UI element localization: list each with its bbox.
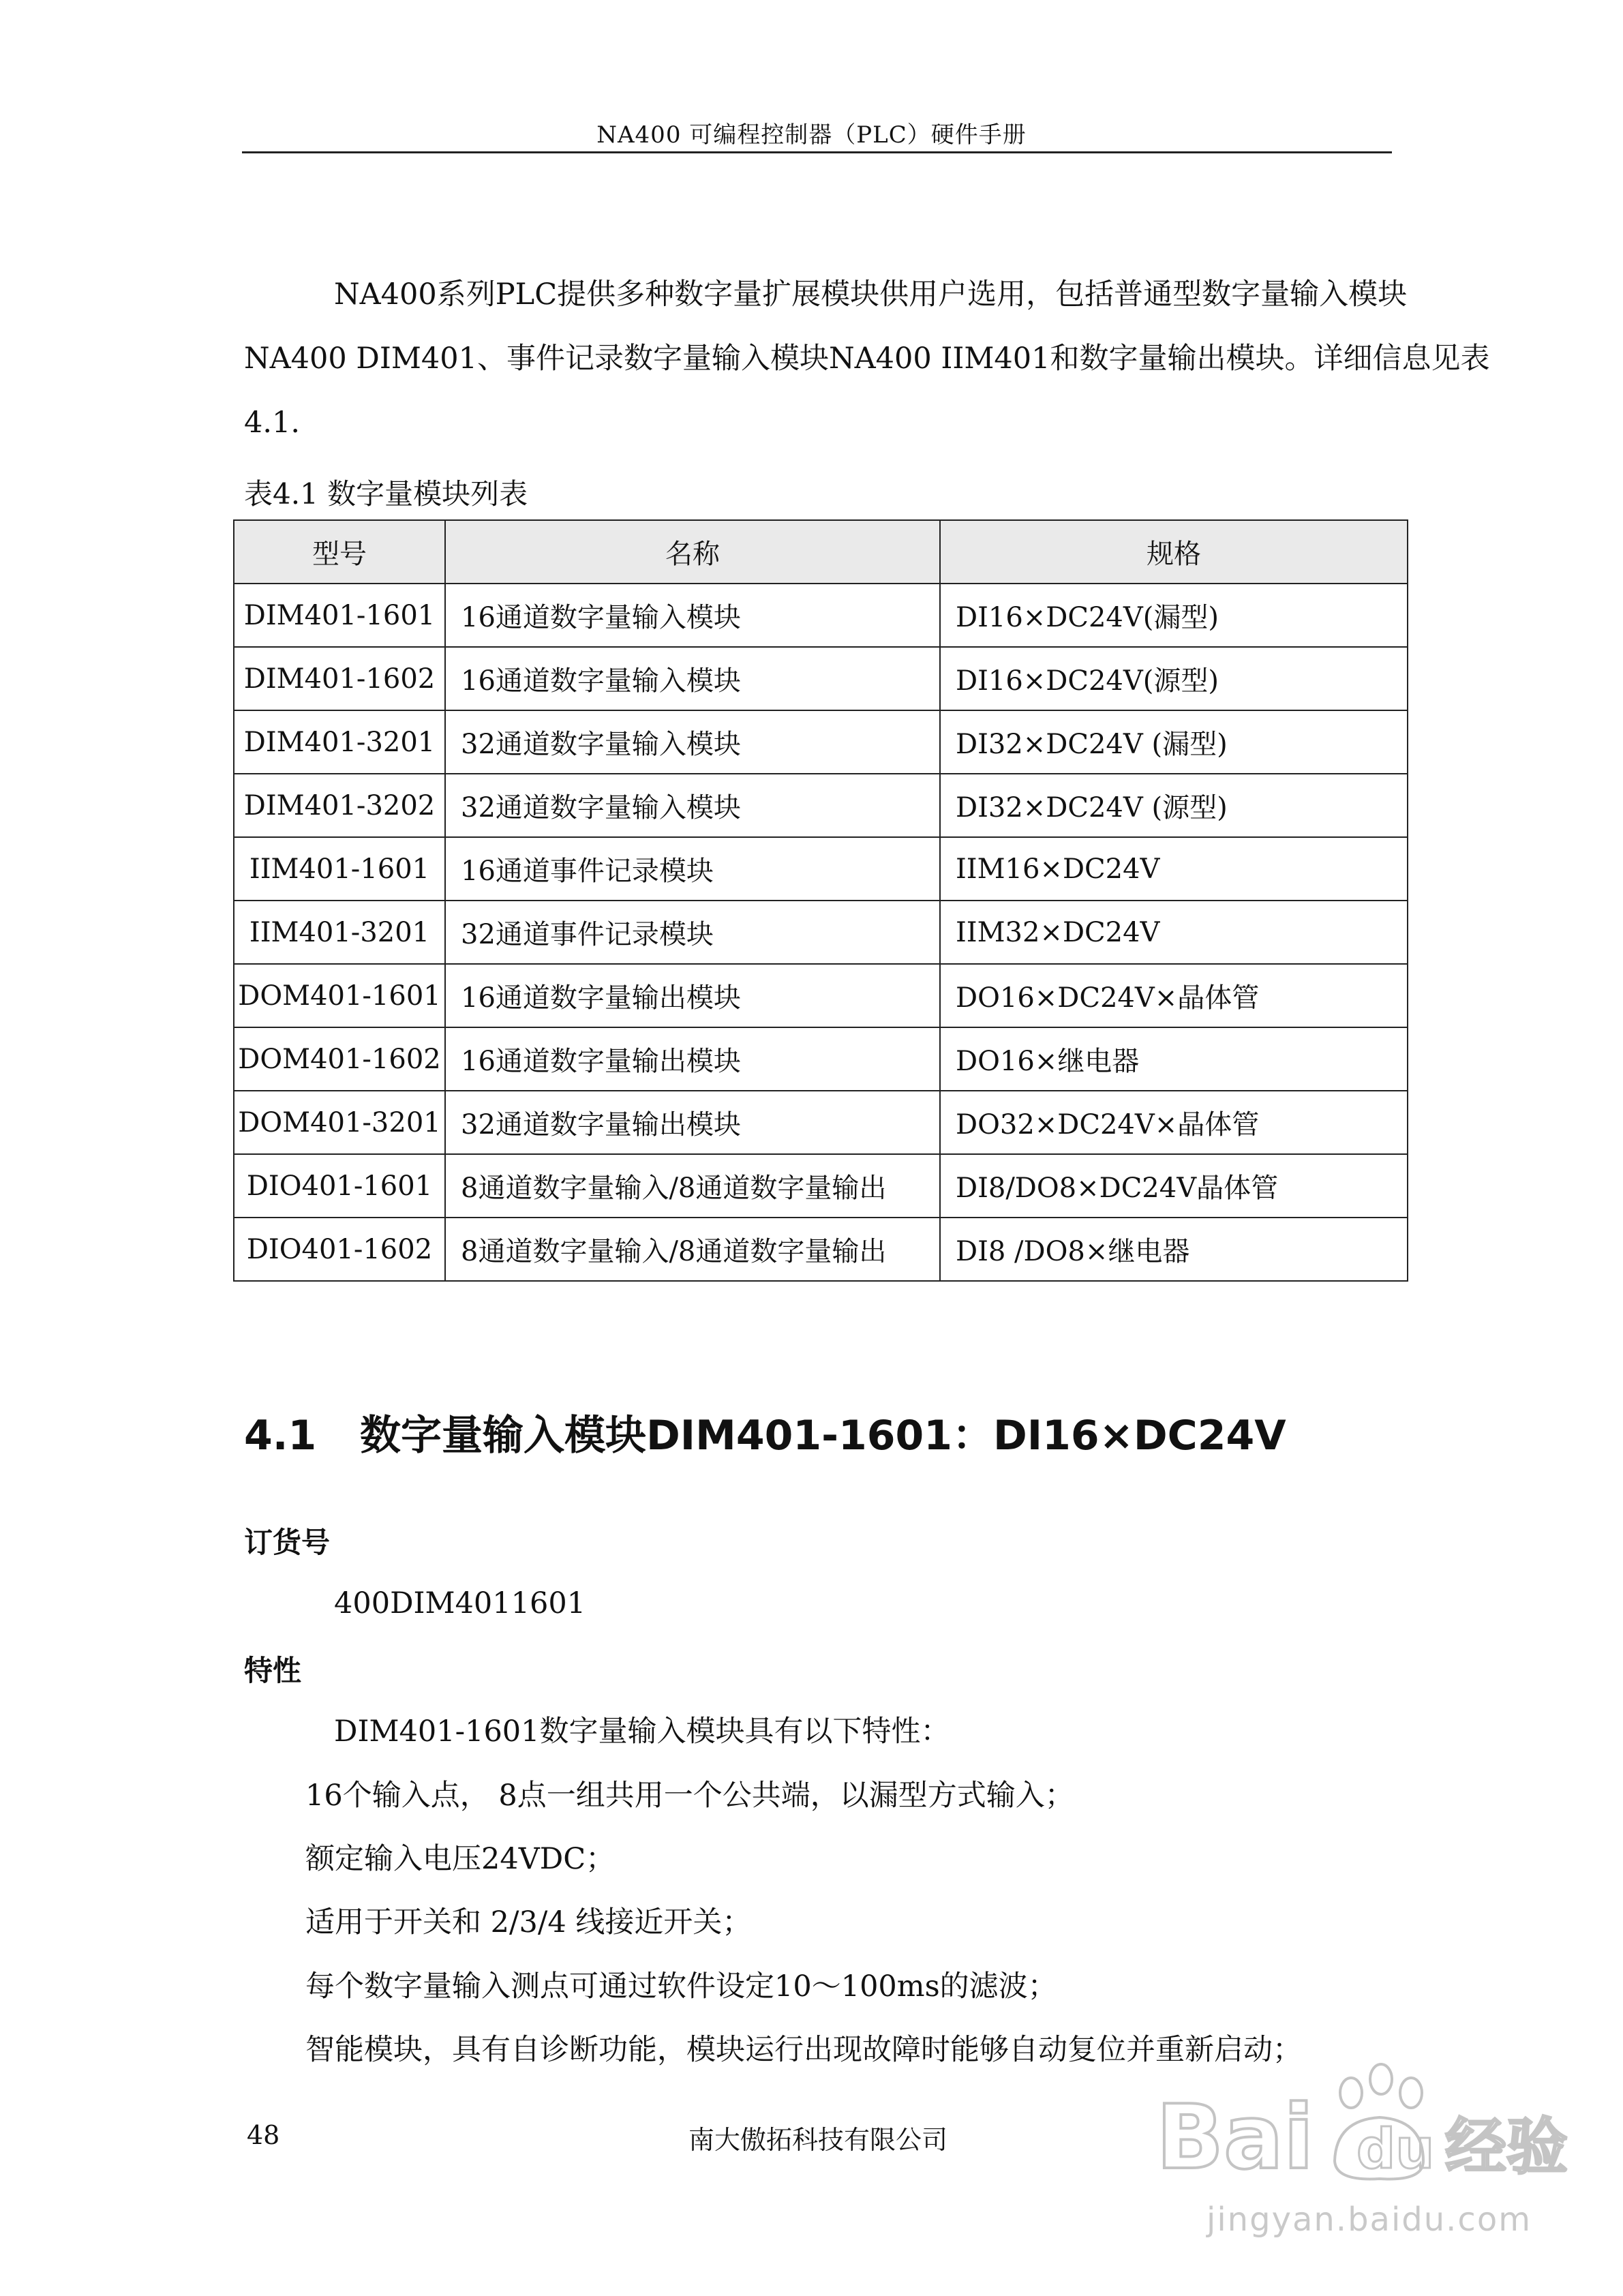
table-row: [234, 710, 1408, 774]
table-row: [234, 584, 1408, 647]
section-title: 数字量输入模块DIM401-1601：DI16×DC24V: [360, 1412, 1286, 1460]
cell-spec: DO16×继电器: [940, 1027, 1408, 1091]
cell-spec: IIM32×DC24V: [940, 901, 1408, 964]
feature-item: 每个数字量输入测点可通过软件设定10～100ms的滤波；: [305, 1969, 1057, 2004]
feature-item: 适用于开关和 2/3/4 线接近开关；: [305, 1905, 752, 1939]
cell-model: DIM401-1601: [234, 584, 445, 647]
cell-spec: DI8 /DO8×继电器: [940, 1218, 1408, 1281]
cell-model: DIM401-3201: [234, 710, 445, 774]
section-number: 4.1: [244, 1412, 317, 1460]
module-table: [233, 519, 1408, 1282]
order-number-label: 订货号: [244, 1526, 331, 1559]
cell-model: IIM401-1601: [234, 837, 445, 901]
cell-spec: DO16×DC24V×晶体管: [940, 964, 1408, 1027]
baidu-jingyan-watermark: [1152, 2052, 1575, 2250]
table-row: [234, 647, 1408, 710]
cell-spec: DI8/DO8×DC24V晶体管: [940, 1154, 1408, 1218]
svg-text:du: du: [1356, 2117, 1435, 2181]
cell-spec: IIM16×DC24V: [940, 837, 1408, 901]
features-label: 特性: [244, 1654, 302, 1687]
cell-name: 16通道数字量输出模块: [445, 964, 940, 1027]
intro-line-1: NA400系列PLC提供多种数字量扩展模块供用户选用，包括普通型数字量输入模块: [334, 277, 1408, 312]
page-header-title: NA400 可编程控制器（PLC）硬件手册: [596, 121, 1027, 149]
cell-name: 32通道事件记录模块: [445, 901, 940, 964]
table-row: [234, 901, 1408, 964]
header-divider: [242, 151, 1392, 153]
table-row: [234, 1091, 1408, 1154]
table-header-row: [234, 520, 1408, 584]
table-caption: 表4.1 数字量模块列表: [244, 477, 528, 511]
order-number-value: 400DIM4011601: [334, 1586, 586, 1620]
table-row: [234, 774, 1408, 837]
cell-model: DIM401-1602: [234, 647, 445, 710]
cell-model: DIO401-1602: [234, 1218, 445, 1281]
table-row: [234, 837, 1408, 901]
cell-spec: DI16×DC24V(漏型): [940, 584, 1408, 647]
feature-item: 16个输入点， 8点一组共用一个公共端，以漏型方式输入；: [305, 1779, 1074, 1813]
page-number: 48: [247, 2120, 280, 2150]
cell-spec: DI32×DC24V (漏型): [940, 710, 1408, 774]
cell-name: 32通道数字量输入模块: [445, 710, 940, 774]
cell-model: DIM401-3202: [234, 774, 445, 837]
cell-name: 32通道数字量输入模块: [445, 774, 940, 837]
footer-company: 南大傲拓科技有限公司: [688, 2125, 948, 2155]
cell-name: 8通道数字量输入/8通道数字量输出: [445, 1218, 940, 1281]
column-header-spec: 规格: [940, 520, 1408, 584]
table-row: [234, 1218, 1408, 1281]
cell-model: DOM401-1601: [234, 964, 445, 1027]
feature-item: 智能模块，具有自诊断功能，模块运行出现故障时能够自动复位并重新启动；: [305, 2033, 1302, 2067]
watermark-url: jingyan.baidu.com: [1207, 2201, 1532, 2239]
intro-line-3: 4.1.: [244, 406, 301, 440]
table-row: [234, 964, 1408, 1027]
cell-model: DOM401-3201: [234, 1091, 445, 1154]
cell-name: 16通道数字量输入模块: [445, 647, 940, 710]
table-row: [234, 1154, 1408, 1218]
cell-spec: DO32×DC24V×晶体管: [940, 1091, 1408, 1154]
cell-spec: DI32×DC24V (源型): [940, 774, 1408, 837]
cell-spec: DI16×DC24V(源型): [940, 647, 1408, 710]
column-header-model: 型号: [234, 520, 445, 584]
section-heading: [244, 1403, 1286, 1462]
feature-item: 额定输入电压24VDC；: [305, 1842, 616, 1876]
svg-text:经验: 经验: [1445, 2111, 1568, 2183]
svg-text:Bai: Bai: [1156, 2085, 1314, 2189]
cell-model: DOM401-1602: [234, 1027, 445, 1091]
cell-name: 8通道数字量输入/8通道数字量输出: [445, 1154, 940, 1218]
intro-line-2: NA400 DIM401、事件记录数字量输入模块NA400 IIM401和数字量输出模块。详细信息见表: [244, 342, 1490, 376]
paw-logo-icon: [1152, 2052, 1575, 2195]
cell-name: 32通道数字量输出模块: [445, 1091, 940, 1154]
column-header-name: 名称: [445, 520, 940, 584]
cell-model: IIM401-3201: [234, 901, 445, 964]
features-intro: DIM401-1601数字量输入模块具有以下特性：: [334, 1715, 950, 1749]
cell-name: 16通道数字量输出模块: [445, 1027, 940, 1091]
cell-name: 16通道数字量输入模块: [445, 584, 940, 647]
table-row: [234, 1027, 1408, 1091]
cell-name: 16通道事件记录模块: [445, 837, 940, 901]
cell-model: DIO401-1601: [234, 1154, 445, 1218]
